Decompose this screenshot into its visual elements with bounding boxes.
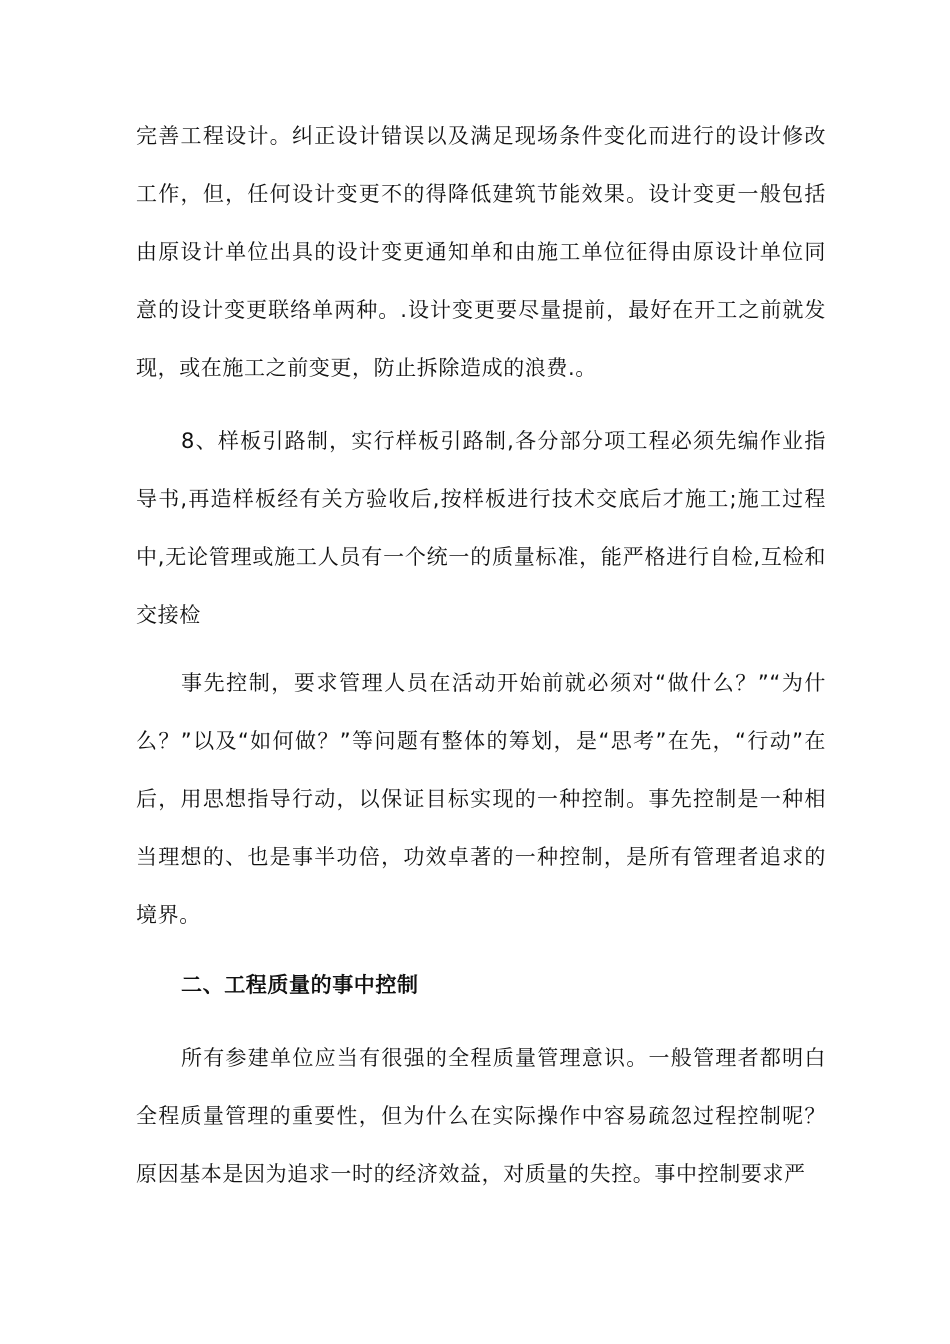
- paragraph-full-process-quality: 所有参建单位应当有很强的全程质量管理意识。一般管理者都明白全程质量管理的重要性，但为什么在实际操作中容易疏忽过程控制呢？原因基本是因为追求一时的经济效益，对质量的失控。事中控制要求严: [136, 1046, 826, 1186]
- paragraph-sample-guidance: 8、样板引路制，实行样板引路制,各分部分项工程必须先编作业指导书,再造样板经有关方验收后,按样板进行技术交底后才施工;施工过程中,无论管理或施工人员有一个统一的质量标准，能严格进行自检,互检和交接检: [136, 429, 826, 627]
- paragraph-advance-control: 事先控制，要求管理人员在活动开始前就必须对“做什么？”“为什么？”以及“如何做？”等问题有整体的筹划，是“思考”在先，“行动”在后，用思想指导行动，以保证目标实现的一种控制。事先控制是一种相当理想的、也是事半功倍，功效卓著的一种控制，是所有管理者追求的境界。: [136, 671, 826, 927]
- section-heading: 二、工程质量的事中控制: [181, 973, 419, 997]
- paragraph-design-change: 完善工程设计。纠正设计错误以及满足现场条件变化而进行的设计修改工作，但，任何设计变更不的得降低建筑节能效果。设计变更一般包括由原设计单位出具的设计变更通知单和由施工单位征得由原设计单位同意的设计变更联络单两种。.设计变更要尽量提前，最好在开工之前就发现，或在施工之前变更，防止拆除造成的浪费.。: [136, 124, 826, 380]
